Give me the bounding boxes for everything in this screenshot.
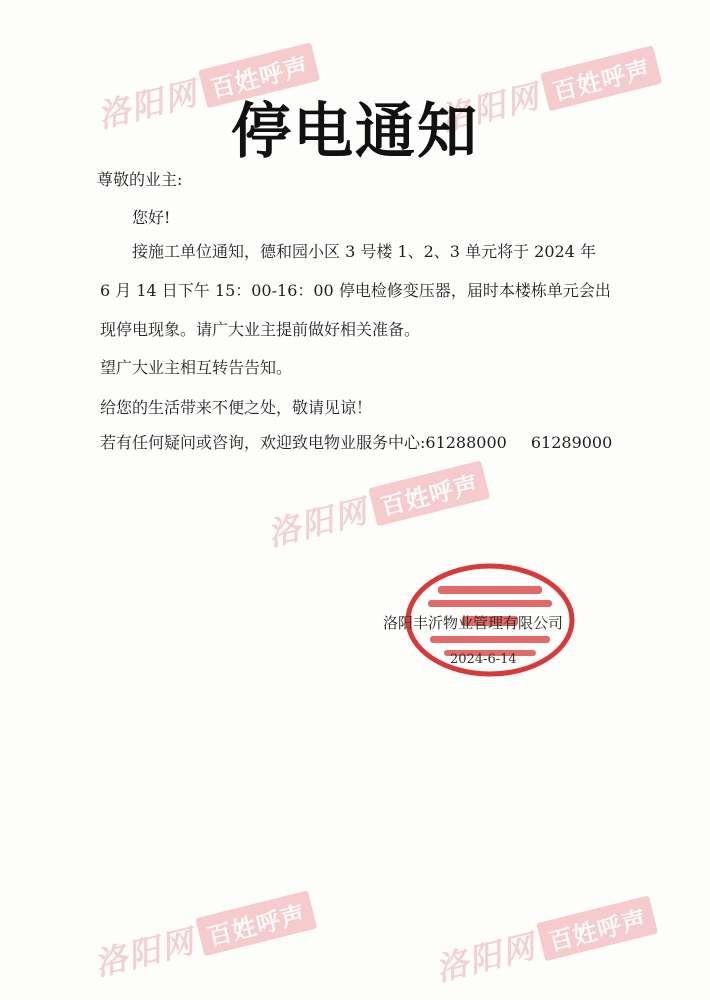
watermark-tag: 百姓呼声 xyxy=(195,890,317,956)
watermark-tag: 百姓呼声 xyxy=(536,895,658,961)
company-name: 洛阳丰沂物业管理有限公司 xyxy=(383,614,564,632)
contact-phone2: 61289000 xyxy=(530,433,613,452)
watermark-site: 洛阳网 xyxy=(93,73,203,136)
contact-line xyxy=(100,431,612,455)
contact-text: 若有任何疑问或咨询，欢迎致电物业服务中心:61288000 xyxy=(100,433,507,452)
notice-title: 停电通知 xyxy=(231,97,479,167)
watermark-site: 洛阳网 xyxy=(263,491,373,554)
greeting: 尊敬的业主: xyxy=(97,170,183,189)
watermark-tag: 百姓呼声 xyxy=(540,45,662,111)
watermark-site: 洛阳网 xyxy=(90,921,200,984)
signature-date: 2024-6-14 xyxy=(450,652,517,667)
watermark xyxy=(430,891,658,990)
paragraph3: 给您的生活带来不便之处，敬请见谅！ xyxy=(100,398,373,417)
watermark-site: 洛阳网 xyxy=(431,926,541,989)
watermark-tag: 百姓呼声 xyxy=(368,460,490,526)
watermark-site: 洛阳网 xyxy=(435,76,545,139)
watermark-tag: 百姓呼声 xyxy=(198,42,320,108)
paragraph1-line1: 接施工单位通知，德和园小区 3 号楼 1、2、3 单元将于 2024 年 xyxy=(132,242,596,261)
hello-line: 您好! xyxy=(132,208,171,227)
watermark xyxy=(262,456,490,555)
paragraph1-line2: 6 月 14 日下午 15：00-16：00 停电检修变压器，届时本楼栋单元会出 xyxy=(100,281,611,300)
paragraph1-line3: 现停电现象。请广大业主提前做好相关准备。 xyxy=(100,320,421,339)
watermark xyxy=(89,886,317,985)
paragraph2: 望广大业主相互转告告知。 xyxy=(100,358,293,377)
